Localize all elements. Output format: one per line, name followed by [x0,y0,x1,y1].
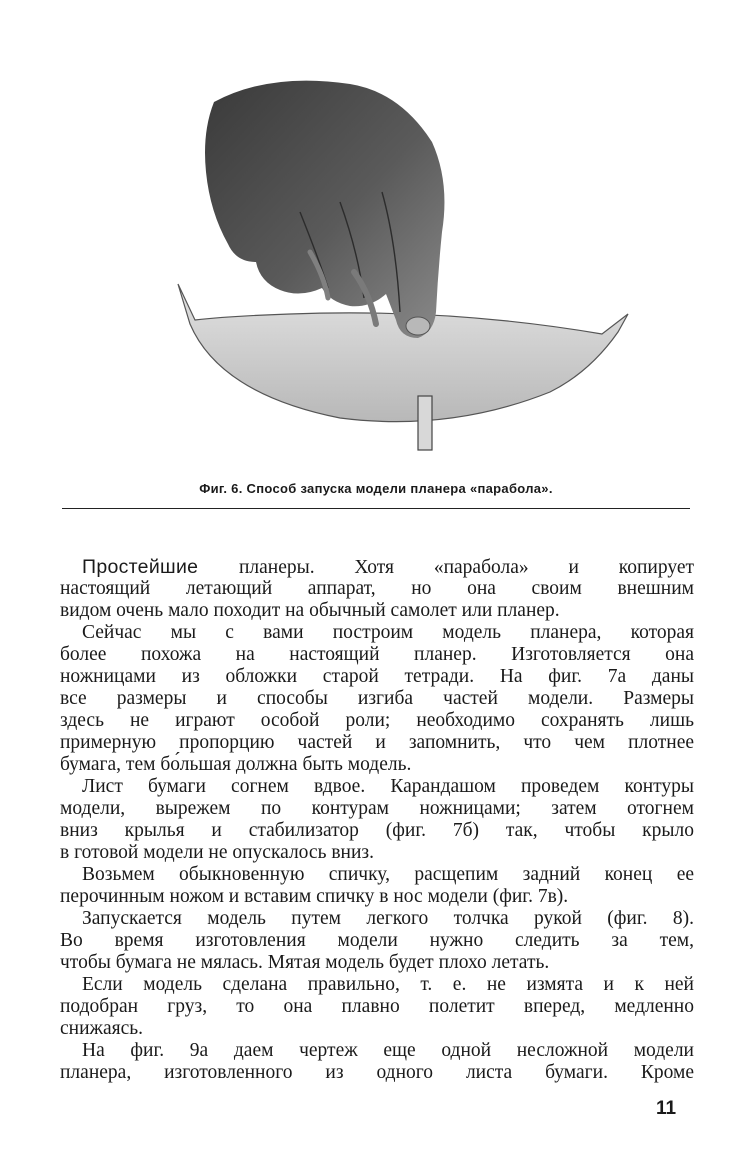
text-line-content: перочинным ножом и вставим спичку в нос модели (фиг. 7в). [60,886,569,907]
text-line-content: вниз крылья и стабилизатор (фиг. 7б) так, чтобы крыло [60,820,694,841]
text-line [60,666,694,688]
text-line [60,798,694,820]
text-line-content: более похожа на настоящий планер. Изготовляется она [60,644,694,665]
glider-stick [418,396,432,450]
text-line-content: Во время изготовления модели нужно следить за тем, [60,930,694,951]
text-line-content: планера, изготовленного из одного листа бумаги. Кроме [60,1062,694,1083]
text-line [60,996,694,1018]
text-line-content: снижаясь. [60,1018,144,1039]
text-line [60,1062,694,1084]
text-line-content: Лист бумаги согнем вдвое. Карандашом проведем контуры [82,776,694,797]
text-line-content: планеры. Хотя «парабола» и копирует [238,557,694,578]
text-line [60,578,694,600]
text-line-content: На фиг. 9а даем чертеж еще одной несложной модели [82,1040,694,1061]
text-line-content: в готовой модели не опускалось вниз. [60,842,374,863]
text-line-content: здесь не играют особой роли; необходимо сохранять лишь [60,710,694,731]
text-line [60,820,694,842]
text-line [60,952,694,974]
text-line [60,974,694,996]
divider-rule [62,508,690,509]
text-line-content: Сейчас мы с вами построим модель планера, которая [82,622,694,643]
text-line-content: чтобы бумага не мялась. Мятая модель будет плохо летать. [60,952,550,973]
text-line [60,842,694,864]
text-line [60,864,694,886]
page-number: 11 [656,1098,677,1119]
body-text [60,556,694,1084]
figure-hand-launching-glider [150,62,640,472]
text-line-content: Возьмем обыкновенную спичку, расщепим задний конец ее [82,864,694,885]
text-line [60,732,694,754]
text-line [60,1018,694,1040]
text-line [60,1040,694,1062]
text-line [60,600,694,622]
text-line-content: модели, вырежем по контурам ножницами; затем отогнем [60,798,694,819]
section-heading: Простейшие [82,556,239,578]
text-line [60,930,694,952]
text-line-content: примерную пропорцию частей и запомнить, что чем плотнее [60,732,694,753]
figure-caption: Фиг. 6. Способ запуска модели планера «парабола». [199,481,553,496]
hand-shape [205,81,444,338]
text-line [60,908,694,930]
text-line [60,886,694,908]
text-line-content: бумага, тем бо́льшая должна быть модель. [60,754,412,775]
text-line-content: видом очень мало походит на обычный самолет или планер. [60,600,560,621]
text-line-content: все размеры и способы изгиба частей модели. Размеры [60,688,694,709]
text-line-content: ножницами из обложки старой тетради. На фиг. 7а даны [60,666,694,687]
text-line-content: настоящий летающий аппарат, но она своим внешним [60,578,694,599]
text-line-content: подобран груз, то она плавно полетит вперед, медленно [60,996,694,1017]
text-line [60,556,694,578]
text-line [60,622,694,644]
text-line-content: Запускается модель путем легкого толчка рукой (фиг. 8). [82,908,694,929]
text-line [60,710,694,732]
text-line [60,688,694,710]
text-line [60,776,694,798]
text-line [60,754,694,776]
text-line-content: Если модель сделана правильно, т. е. не измята и к ней [82,974,694,995]
text-line [60,644,694,666]
hand-glider-illustration [150,62,640,472]
